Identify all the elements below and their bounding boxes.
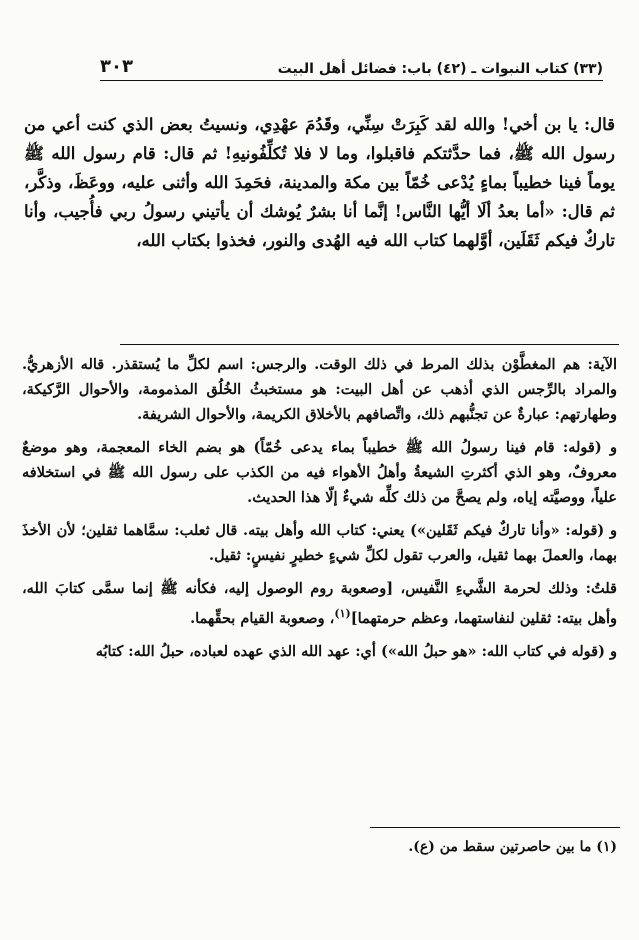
page-number: ٣٠٣ — [100, 56, 133, 77]
commentary-sentence: وصعوبة القيام بحقِّهما. — [190, 609, 325, 627]
commentary-paragraph: قلتُ: وذلك لحرمة الشَّيءِ النَّفيس، [وصعوبة روم الوصول إليه، فكأنه ﷺ إنما سمَّى كتابَ الله، وأهل بيته: ثقلين لنفاستهما، وعظم حرمتهما]$^{(١)}$، وصعوبة القيام بحقِّهما. — [22, 580, 617, 627]
commentary-paragraph: الآية: هم المغطَّوْن بذلك المرط في ذلك الوقت. والرجس: اسم لكلِّ ما يُستقذر. قاله الأزهريُّ. والمراد بالرِّجس الذي أذهب عن أهل البيت: هو مستخبثُ الخُلُق المذمومة، والأحوال الرَّكيكة، وطهارتهم: عبارةٌ عن تجنُّبهم ذلك، واتِّصافهم بالأخلاق الكريمة، والأحوال الشريفة. — [22, 356, 617, 423]
footnotes — [22, 836, 617, 858]
footnote-divider — [370, 827, 620, 828]
footnote: (١) ما بين حاصرتين سقط من (ع). — [408, 839, 617, 855]
commentary — [22, 352, 617, 672]
commentary-paragraph: و (قوله في كتاب الله: «هو حبلُ الله») أي: عهد الله الذي عهده لعباده، حبلُ الله: كتابُه — [95, 642, 617, 660]
commentary-sentence: قلتُ: وذلك لحرمة الشَّيءِ النَّفيس، [وصعوبة روم الوصول إليه، فكأنه ﷺ إنما سمَّى كتابَ الله، وأهل بيته: ثقلين لنفاستهما، وعظم حرمتهما] — [22, 580, 617, 627]
chapter-title: (٣٣) كتاب النبوات ـ (٤٢) باب: فضائل أهل البيت — [277, 61, 603, 77]
hadith-paragraph: قال: يا بن أخي! والله لقد كَبِرَتْ سِنِّي، وقَدُمَ عهْدِي، ونسيتُ بعض الذي كنت أعي من رسول الله ﷺ، فما حدَّثتكم فاقبلوا، وما لا فلا تُكلِّفُونيهِ! ثم قال: قام رسول الله ﷺ يوماً فينا خطيباً بماءٍ يُدْعى خُمّاً بين مكة والمدينة، فحَمِدَ الله وأثنى عليه، ووعَظَ، وذكَّر، ثم قال: «أما بعدُ ألَا أيُّها النَّاس! إنَّما أنا بشرٌ يُوشك أن يأتيني رسولُ ربي فأُجيب، وأنا تاركٌ فيكم ثَقَلَين، أوَّلهما كتاب الله فيه الهُدى والنور، فخذوا بكتاب الله، — [24, 115, 615, 250]
running-header — [100, 56, 603, 81]
footnote-marker: (١) — [334, 607, 351, 620]
section-divider — [120, 344, 619, 345]
hadith-text — [24, 110, 615, 255]
commentary-paragraph: و (قوله: قام فينا رسولُ الله ﷺ خطيباً بماء يدعى خُمّاً) هو بضم الخاء المعجمة، وهو موضعٌ معروفٌ، وهو الذي أكثرتِ الشيعةُ وأهلُ الأهواء فيه من الكذب على رسول الله ﷺ في استخلافه علياً، ووصيَّته إياه، ولم يصحَّ من ذلك كلِّه شيءٌ إلّا هذا الحديث. — [22, 439, 617, 506]
commentary-paragraph: و (قوله: «وأنا تاركٌ فيكم ثَقَلين») يعني: كتاب الله وأهل بيته. قال ثعلب: سمَّاهما ثقلين؛ لأن الأخذَ بهما، والعملَ بهما ثقيل، والعرب تقول لكلِّ شيءٍ خطيرٍ نفيسٍ: ثقيل. — [22, 522, 617, 564]
